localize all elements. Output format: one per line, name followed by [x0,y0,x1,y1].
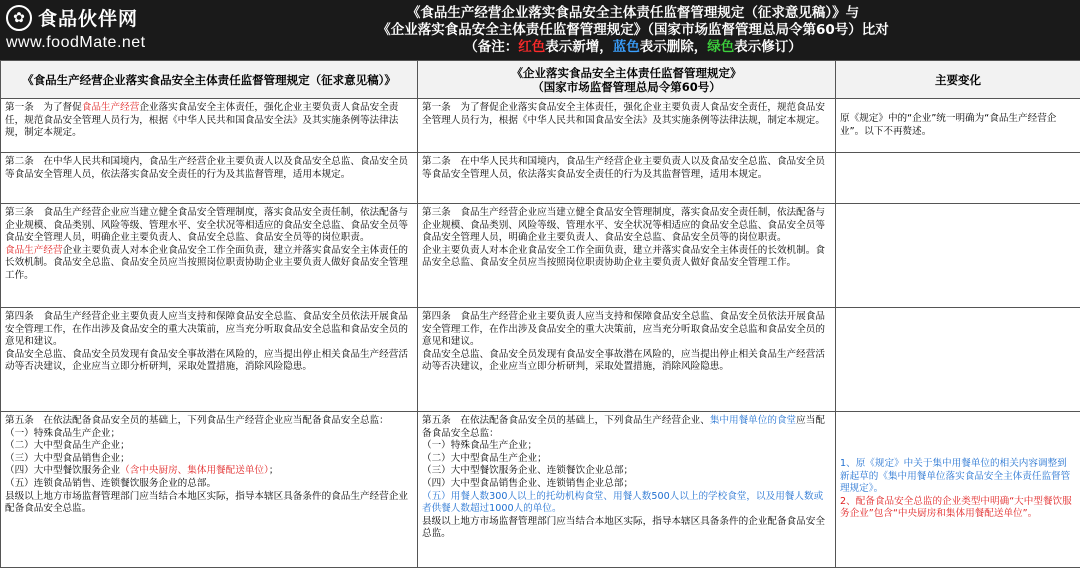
row5-draft [1,412,418,568]
table-row [1,412,1080,568]
row1-draft [1,99,418,153]
table-row [1,99,1080,153]
row5-final-item5-deleted: （五）用餐人数300人以上的托幼机构食堂、用餐人数500人以上的学校食堂，以及用餐人数或者供餐人数超过1000人的单位。 [422,490,824,515]
header-final-regulation [418,61,836,99]
row3-draft [1,204,418,308]
row5-draft-intro: 第五条 在依法配备食品安全员的基础上，下列食品生产经营企业应当配备食品安全总监： [5,415,389,426]
row5-final-intro-deleted: 集中用餐单位的食堂 [709,415,797,426]
row5-draft-item4-b: ； [268,465,279,477]
row5-draft-item5: （五）连锁食品销售、连锁餐饮服务企业的总部。 [5,477,217,489]
comparison-table [0,60,1080,568]
table-row [1,153,1080,204]
row3-draft-added: 食品生产经营 [5,244,63,256]
row5-final-item2: （二）大中型食品生产企业； [422,452,547,464]
row5-final-item1: （一）特殊食品生产企业； [422,440,538,452]
row5-final-tail: 县级以上地方市场监督管理部门应当结合本地区实际，指导本辖区具备条件的企业配备食品安全总监。 [422,515,825,540]
logo-mark-icon: ✿ [6,5,32,31]
row1-final: 第一条 为了督促企业落实食品安全主体责任，强化企业主要负责人食品安全责任，规范食品安全管理人员行为，根据《中华人民共和国食品安全法》及其实施条例等法律法规，制定本规定。 [418,99,836,153]
row5-draft-item1: （一）特殊食品生产企业； [5,427,121,439]
row4-draft-p1: 第四条 食品生产经营企业主要负责人应当支持和保障食品安全总监、食品安全员依法开展食品安全管理工作，在作出涉及食品安全的重大决策前，应当充分听取食品安全总监和食品安全员的意见和建议。 [5,311,408,348]
row5-change-1: 1、原《规定》中关于集中用餐单位的相关内容调整到新起草的《集中用餐单位落实食品安全主体责任监督管理规定》。 [840,458,1071,495]
row5-draft-item2: （二）大中型食品生产企业； [5,440,130,452]
row2-change [836,153,1080,204]
legend-red: 红色 [518,39,546,55]
row4-final [418,308,836,412]
logo-chinese-name: 食品伙伴网 [38,8,139,30]
row1-change: 原《规定》中的“企业”统一明确为“食品生产经营企业”。以下不再赘述。 [836,99,1080,153]
legend-blue: 蓝色 [612,39,640,55]
row2-final: 第二条 在中华人民共和国境内，食品生产经营企业主要负责人以及食品安全总监、食品安全员等食品安全管理人员，依法落实食品安全责任的行为及其监督管理，适用本规定。 [418,153,836,204]
foodmate-logo[interactable] [6,4,181,56]
row1-draft-added: 食品生产经营 [81,102,140,113]
logo-top [6,4,181,31]
row1-draft-a: 第一条 为了督促 [5,102,82,113]
row5-draft-item4 [5,465,413,478]
row3-draft-p1: 第三条 食品生产经营企业应当建立健全食品安全管理制度，落实食品安全责任制，依法配备与企业规模、食品类别、风险等级、管理水平、安全状况等相适应的食品安全总监、食品安全员等食品安全管理人员，明确企业主要负责人、食品安全总监、食品安全员等的岗位职责。 [5,207,408,244]
legend-green: 绿色 [707,39,735,55]
row3-change [836,204,1080,308]
header-draft-regulation: 《食品生产经营企业落实食品安全主体责任监督管理规定（征求意见稿）》 [1,61,418,99]
row4-final-p1: 第四条 食品生产经营企业主要负责人应当支持和保障食品安全总监、食品安全员依法开展食品安全管理工作，在作出涉及食品安全的重大决策前，应当充分听取食品安全总监和食品安全员的意见和建议。 [422,311,825,348]
row5-final-intro-b: 应当配备食品安全总监： [422,415,825,439]
table-row [1,204,1080,308]
title-line-1: 《食品生产经营企业落实食品安全主体责任监督管理规定（征求意见稿）》与 [406,5,860,21]
row3-final-p1: 第三条 食品生产经营企业应当建立健全食品安全管理制度，落实食品安全责任制，依法配备与企业规模、食品类别、风险等级、管理水平、安全状况等相适应的食品安全总监、食品安全员等食品安全管理人员，明确企业主要负责人、食品安全总监、食品安全员等的岗位职责。 [422,207,825,244]
title-line-2: 《企业落实食品安全主体责任监督管理规定》（国家市场监督管理总局令第60号）比对 [377,22,889,38]
document-header [0,0,1080,60]
row5-draft-item4-a: （四）大中型餐饮服务企业 [5,465,121,477]
row5-final-intro-a: 第五条 在依法配备食品安全员的基础上，下列食品生产经营企业、 [422,415,710,426]
row1-draft-b: 企业落实食品安全主体责任，强化企业主要负责人食品安全责任，规范食品安全管理人员行为，根据《中华人民共和国食品安全法》及其实施条例等法律法规，制定本规定。 [5,102,399,139]
logo-url: www.foodMate.net [6,34,146,51]
row4-draft-p2: 食品安全总监、食品安全员发现有食品安全事故潜在风险的，应当提出停止相关食品生产经营活动等否决建议，企业应当立即分析研判，采取处置措施，消除风险隐患。 [5,348,408,373]
row5-final-intro [422,415,831,440]
row5-draft-item3: （三）大中型食品销售企业； [5,452,130,464]
document-title [190,5,1076,56]
row5-final-item3: （三）大中型餐饮服务企业、连锁餐饮企业总部； [422,465,634,477]
row5-draft-item4-added: （含中央厨房、集体用餐配送单位） [120,465,269,477]
legend-prefix: （备注： [464,39,519,55]
color-legend [190,39,1076,56]
row4-final-p2: 食品安全总监、食品安全员发现有食品安全事故潜在风险的，应当提出停止相关食品生产经营活动等否决建议，企业应当立即分析研判，采取处置措施，消除风险隐患。 [422,348,825,373]
row3-final [418,204,836,308]
row4-change [836,308,1080,412]
legend-blue-text: 表示删除， [639,39,708,55]
row4-draft [1,308,418,412]
table-header-row [1,61,1080,99]
row2-draft: 第二条 在中华人民共和国境内，食品生产经营企业主要负责人以及食品安全总监、食品安全员等食品安全管理人员，依法落实食品安全责任的行为及其监督管理，适用本规定。 [1,153,418,204]
header-main-changes: 主要变化 [836,61,1080,99]
row5-change-2: 2、配备食品安全总监的企业类型中明确“大中型餐饮服务企业”包含“中央厨房和集体用餐配送单位”。 [840,495,1072,520]
row5-change [836,412,1080,568]
row5-draft-tail: 县级以上地方市场监督管理部门应当结合本地区实际，指导本辖区具备条件的食品生产经营企业配备食品安全总监。 [5,490,408,515]
legend-red-text: 表示新增， [545,39,613,55]
row5-final [418,412,836,568]
row3-draft-p2: 企业主要负责人对本企业食品安全工作全面负责，建立并落实食品安全主体责任的长效机制。食品安全总监、食品安全员应当按照岗位职责协助企业主要负责人做好食品安全管理工作。 [5,244,408,281]
legend-green-text: 表示修订） [734,39,802,55]
row5-final-item4: （四）大中型食品销售企业、连锁销售企业总部； [422,477,634,489]
row3-draft-p2-wrap [5,245,413,283]
header-final-line-2: （国家市场监督管理总局令第60号） [532,79,721,94]
header-final-line-1: 《企业落实食品安全主体责任监督管理规定》 [511,65,742,80]
row3-final-p2: 企业主要负责人对本企业食品安全工作全面负责，建立并落实食品安全主体责任的长效机制。食品安全总监、食品安全员应当按照岗位职责协助企业主要负责人做好食品安全管理工作。 [422,244,825,269]
table-row [1,308,1080,412]
